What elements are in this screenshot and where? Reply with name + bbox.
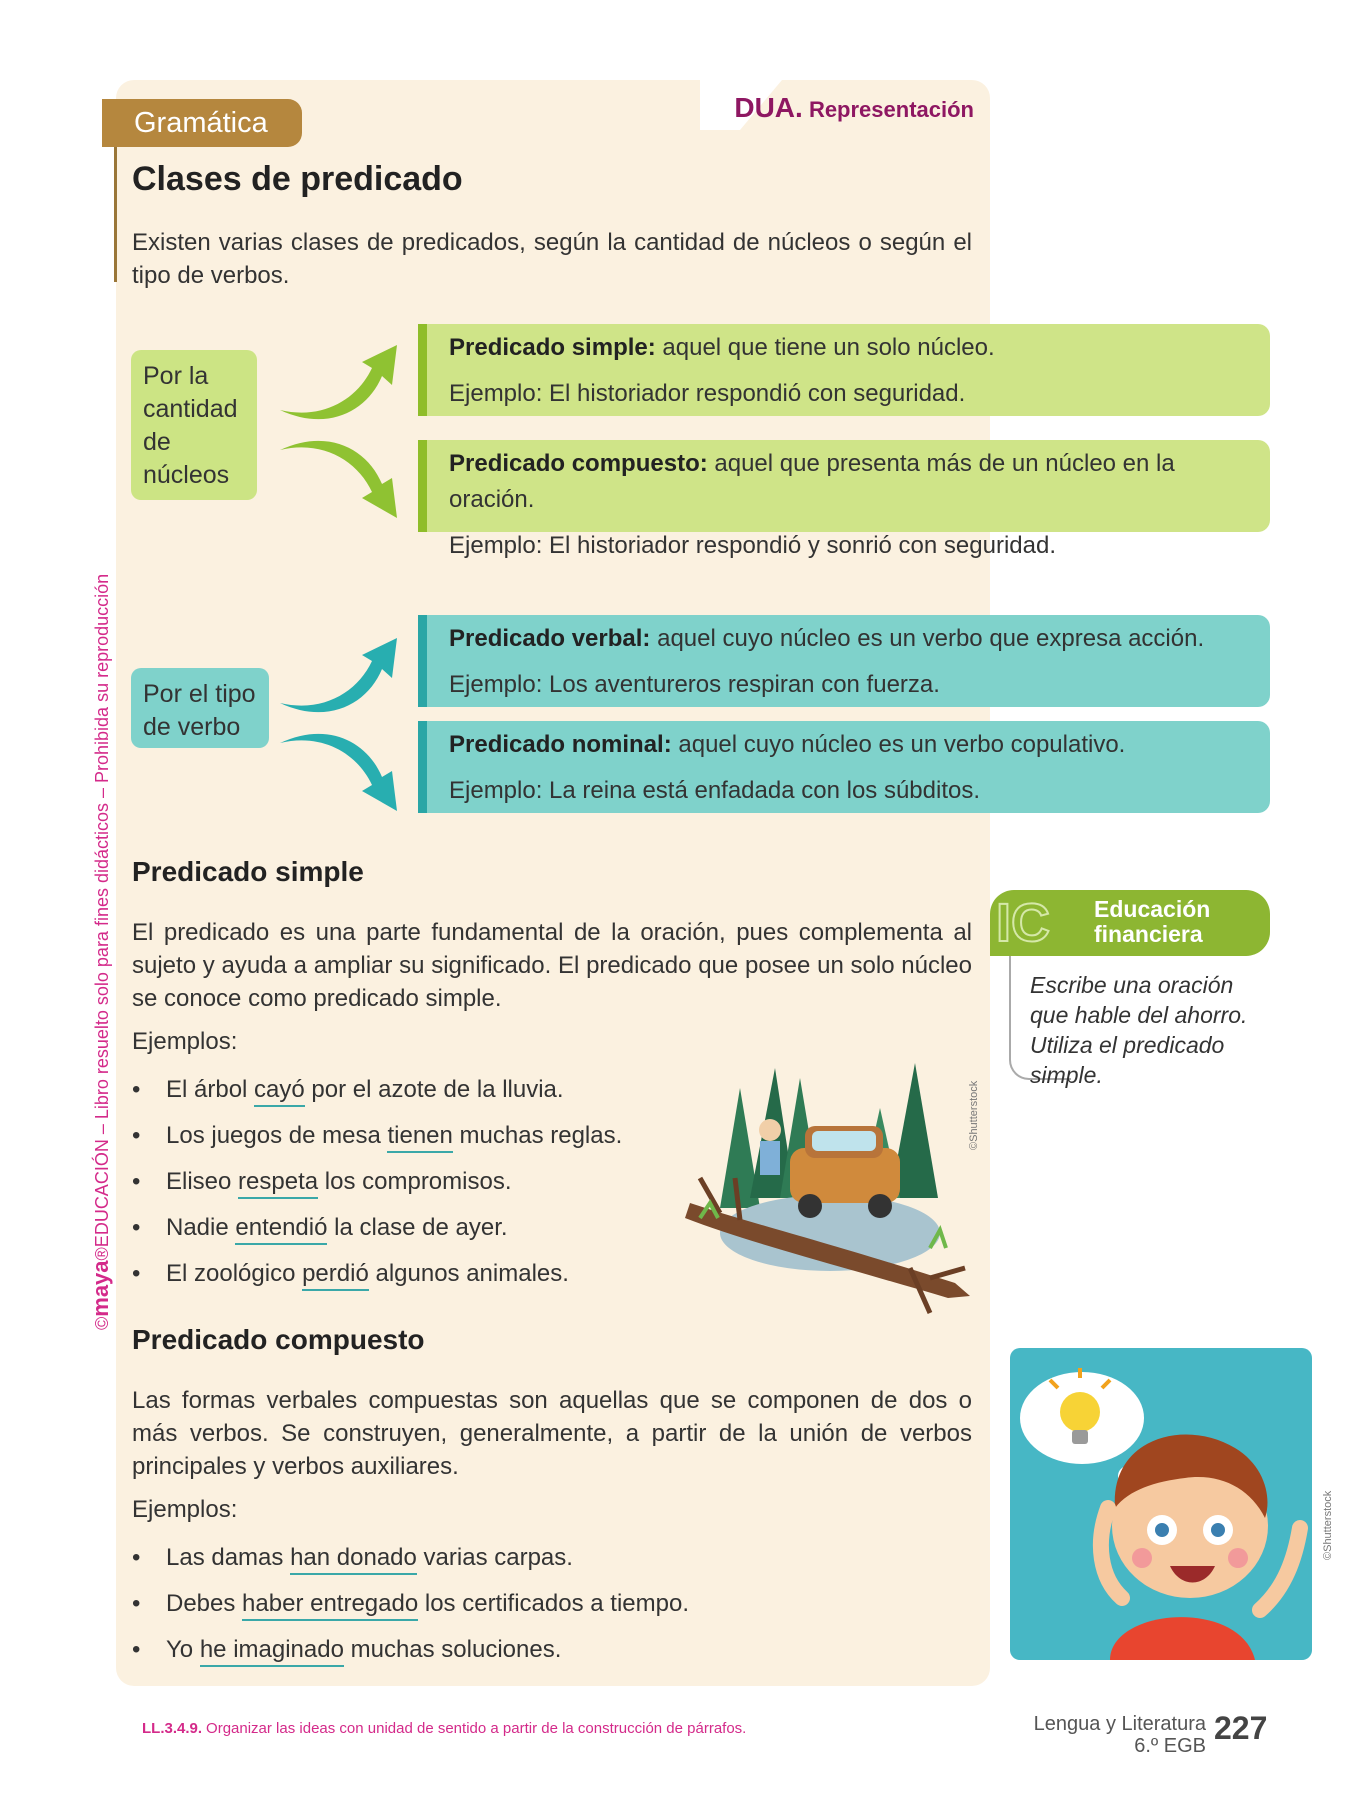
examples-list-simple: [132, 1070, 622, 1300]
copyright-notice: [88, 490, 114, 1330]
definition-text: aquel cuyo núcleo es un verbo copulativo.: [671, 731, 1126, 758]
section-paragraph-compound: Las formas verbales compuestas son aquellas que se componen de dos o más verbos. Se construyen, generalmente, a partir de la unión de verbos principales y verbos auxiliares.: [132, 1387, 972, 1480]
page-title: Clases de predicado: [132, 160, 463, 198]
definition-term: Predicado verbal:: [449, 625, 651, 652]
ic-logo-icon: IC: [996, 893, 1050, 953]
definition-nominal: [418, 721, 1270, 813]
brand-name: maya: [88, 1260, 113, 1317]
definition-example: Ejemplo: El historiador respondió con seguridad.: [449, 380, 966, 407]
page-number: 227: [1214, 1710, 1268, 1746]
objective-code: LL.3.4.9.: [142, 1720, 203, 1737]
grade-label: 6.º EGB: [1134, 1735, 1206, 1757]
footer-subject: [1010, 1713, 1206, 1757]
underlined-verb: han donado: [290, 1544, 417, 1575]
dua-prefix: DUA.: [734, 92, 803, 123]
intro-paragraph: Existen varias clases de predicados, según la cantidad de núcleos o según el tipo de verbos.: [132, 229, 972, 289]
underlined-verb: respeta: [238, 1168, 318, 1199]
underlined-verb: tienen: [387, 1122, 452, 1153]
definition-term: Predicado compuesto:: [449, 450, 708, 477]
arrow-down-icon: [272, 430, 402, 530]
examples-label: Ejemplos:: [132, 1496, 238, 1523]
arrow-down-icon: [272, 723, 402, 823]
category-quantity: Por la cantidad de núcleos: [131, 350, 257, 500]
definition-term: Predicado simple:: [449, 334, 656, 361]
image-credit: ©Shutterstock: [1322, 1490, 1334, 1560]
arrow-up-icon: [272, 340, 402, 440]
definition-example: Ejemplo: Los aventureros respiran con fuerza.: [449, 671, 940, 698]
list-item: • El zoológico perdió algunos animales.: [132, 1254, 622, 1300]
financial-education-prompt: Escribe una oración que hable del ahorro. Utiliza el predicado simple.: [1030, 972, 1248, 1088]
list-item: • Eliseo respeta los compromisos.: [132, 1162, 622, 1208]
title-line: Educación: [1094, 896, 1211, 922]
definition-compound: [418, 440, 1270, 559]
title-line: financiera: [1094, 921, 1203, 947]
examples-label: Ejemplos:: [132, 1028, 238, 1055]
underlined-verb: cayó: [254, 1076, 305, 1107]
copyright-text: ®EDUCACIÓN – Libro resuelto solo para fines didácticos – Prohibida su reproducción: [92, 573, 112, 1261]
definition-example: Ejemplo: El historiador respondió y sonrió con seguridad.: [449, 532, 1056, 559]
image-credit: ©Shutterstock: [968, 1080, 980, 1150]
list-item: • Nadie entendió la clase de ayer.: [132, 1208, 622, 1254]
boy-idea-illustration: [1010, 1348, 1312, 1660]
footer-objective: [142, 1720, 746, 1737]
financial-education-title: [1094, 897, 1210, 947]
section-heading-simple: Predicado simple: [132, 856, 364, 887]
list-item: • Los juegos de mesa tienen muchas reglas.: [132, 1116, 622, 1162]
list-item: • Las damas han donado varias carpas.: [132, 1538, 689, 1584]
arrow-up-icon: [272, 633, 402, 733]
underlined-verb: entendió: [235, 1214, 327, 1245]
definition-text: aquel cuyo núcleo es un verbo que expresa acción.: [650, 625, 1205, 652]
definition-verbal: [418, 615, 1270, 707]
underlined-verb: perdió: [302, 1260, 369, 1291]
category-verb-type: Por el tipo de verbo: [131, 668, 269, 748]
subject-name: Lengua y Literatura: [1033, 1713, 1206, 1735]
list-item: • Debes haber entregado los certificados a tiempo.: [132, 1584, 689, 1630]
section-heading-compound: Predicado compuesto: [132, 1324, 425, 1355]
copyright-symbol: ©: [92, 1316, 112, 1330]
examples-list-compound: [132, 1538, 689, 1676]
objective-text: Organizar las ideas con unidad de sentido a partir de la construcción de párrafos.: [206, 1720, 747, 1737]
definition-example: Ejemplo: La reina está enfadada con los súbditos.: [449, 777, 981, 804]
definition-term: Predicado nominal:: [449, 731, 672, 758]
definition-simple: [418, 324, 1270, 416]
definition-text: aquel que presenta más de un núcleo en la oración.: [449, 450, 1175, 513]
underlined-verb: haber entregado: [242, 1590, 418, 1621]
dua-text: Representación: [808, 97, 974, 122]
list-item: • Yo he imaginado muchas soluciones.: [132, 1630, 689, 1676]
underlined-verb: he imaginado: [200, 1636, 344, 1667]
section-tab: Gramática: [102, 99, 302, 147]
list-item: • El árbol cayó por el azote de la lluvia.: [132, 1070, 622, 1116]
dua-label: [734, 92, 974, 124]
fallen-tree-illustration: [680, 1028, 980, 1318]
section-paragraph-simple: El predicado es una parte fundamental de la oración, pues complementa al sujeto y ayuda a ampliar su significado. El predicado que posee un solo núcleo se conoce como predicado simple.: [132, 919, 972, 1012]
definition-text: aquel que tiene un solo núcleo.: [655, 334, 995, 361]
tab-edge: [114, 147, 117, 282]
